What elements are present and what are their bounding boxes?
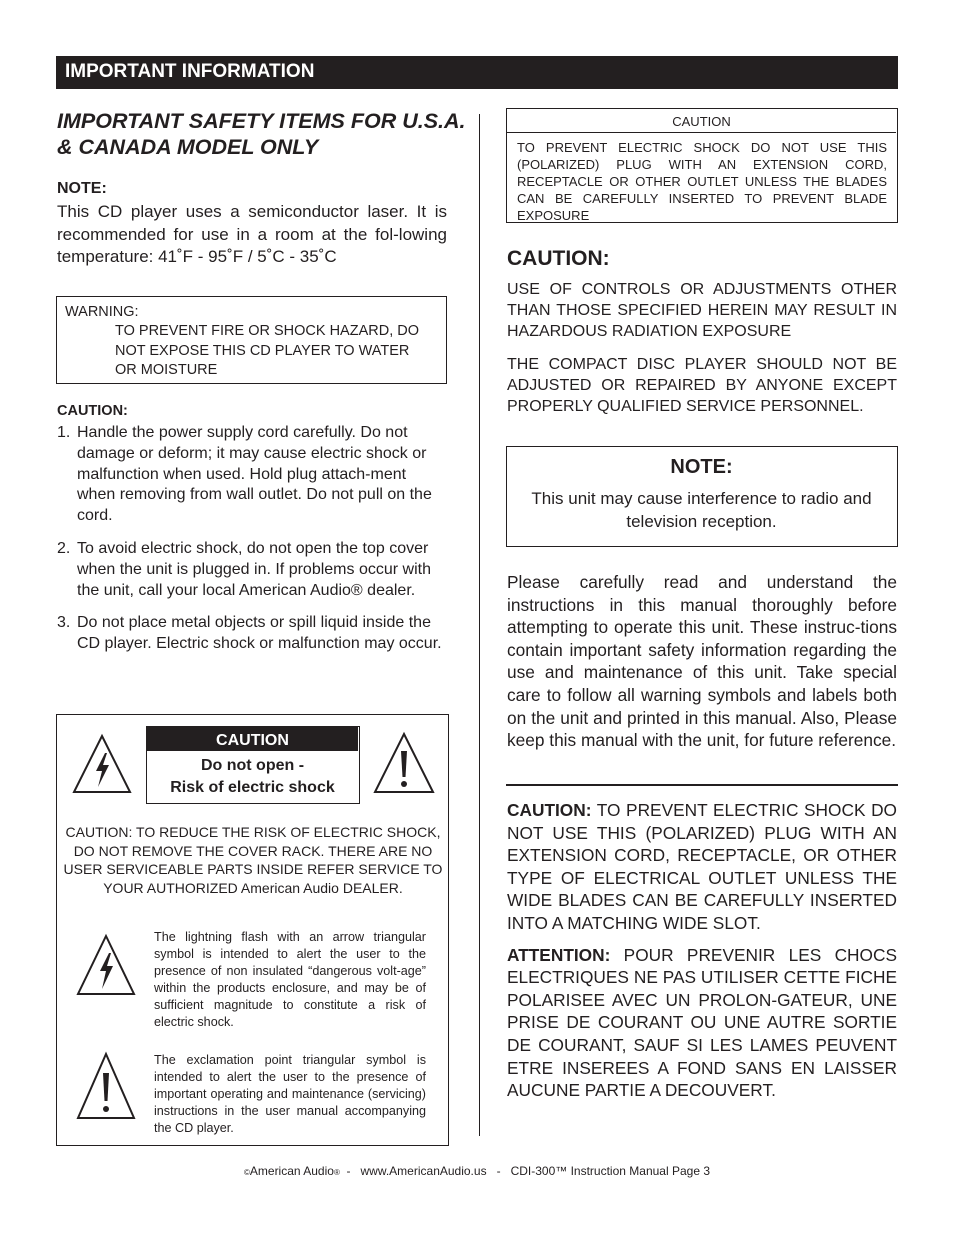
attention-text: POUR PREVENIR LES CHOCS ELECTRIQUES NE PAS UTILISER CETTE FICHE POLARISEE AVEC UN PROLON-GATEUR, UNE PRISE DE COURANT OU UNE AUTRE SORTIE DE COURANT, SAUF SI LES LAMES PEUVENT ETRE INSEREES A FOND SANS EN LAISSER AUCUNE PARTIE A DECOUVERT. [507, 944, 897, 1101]
exclamation-triangle-icon [75, 1051, 137, 1121]
interference-note-box [506, 446, 898, 547]
caution-label [146, 726, 360, 804]
copyright-symbol: © [243, 1168, 250, 1177]
section-header-bar [56, 56, 898, 89]
caution-list [57, 423, 447, 667]
polarized-caution-box [506, 108, 898, 223]
list-item-text: To avoid electric shock, do not open the top cover when the unit is plugged in. If problems occur with the unit, call your local American Audio® dealer. [77, 539, 431, 599]
caution-paragraph: THE COMPACT DISC PLAYER SHOULD NOT BE ADJUSTED OR REPAIRED BY ANYONE EXCEPT PROPERLY QUALIFIED SERVICE PERSONNEL. [507, 356, 897, 415]
section-title: IMPORTANT INFORMATION [65, 61, 315, 82]
footer-brand: American Audio [249, 1164, 334, 1178]
page-title: IMPORTANT SAFETY ITEMS FOR U.S.A. & CANADA MODEL ONLY [57, 109, 466, 159]
caution-heading: CAUTION: [57, 403, 128, 419]
list-item [57, 539, 447, 601]
caution-body [507, 279, 897, 429]
list-item [57, 613, 447, 655]
english-warning [507, 799, 897, 935]
caution-paragraph: USE OF CONTROLS OR ADJUSTMENTS OTHER THAN THOSE SPECIFIED HEREIN MAY RESULT IN HAZARDOUS RADIATION EXPOSURE [507, 281, 897, 340]
page-footer [0, 1163, 954, 1181]
polarized-plug-warnings [507, 799, 897, 1111]
lightning-triangle-icon [75, 933, 137, 997]
list-item-number: 1. [57, 424, 71, 441]
list-item-text: Handle the power supply cord carefully. Do not damage or deform; it may cause electric shock or malfunction when used. Hold plug attach-ment when removing from wall outlet. Do not pull on the cord. [77, 424, 432, 525]
registered-symbol: ® [333, 1168, 340, 1177]
french-warning [507, 944, 897, 1102]
lightning-triangle-icon [71, 733, 133, 795]
caution-label-header: CAUTION [147, 727, 358, 751]
shock-caution-text: CAUTION: TO REDUCE THE RISK OF ELECTRIC SHOCK, DO NOT REMOVE THE COVER RACK. THERE ARE NO USER SERVICEABLE PARTS INSIDE REFER SERVICE TO YOUR AUTHORIZED American Audio DEALER. [63, 824, 443, 896]
list-item-number: 2. [57, 539, 71, 557]
divider [507, 132, 896, 133]
warning-label: CAUTION: [507, 800, 592, 820]
note-box-title: NOTE: [670, 456, 733, 478]
warning-label: WARNING: [65, 304, 139, 320]
lightning-symbol-text: The lightning flash with an arrow triangular symbol is intended to alert the user to the presence of non insulated “dangerous volt-age” within the products enclosure, and may be of sufficient magnitude to constitute a risk of electric shock. [154, 930, 426, 1029]
attention-label: ATTENTION: [507, 944, 611, 965]
column-divider [479, 114, 480, 1136]
warning-text: TO PREVENT ELECTRIC SHOCK DO NOT USE THIS (POLARIZED) PLUG WITH AN EXTENSION CORD, RECEPTACLE, OR OTHER TYPE OF ELECTRICAL OUTLET UNLESS THE WIDE BLADES CAN BE CAREFULLY INSERTED INTO A MATCHING WIDE SLOT. [507, 800, 897, 933]
caution-label-body [147, 755, 358, 798]
warning-text: TO PREVENT FIRE OR SHOCK HAZARD, DO NOT EXPOSE THIS CD PLAYER TO WATER OR MOISTURE [115, 323, 420, 378]
list-item-number: 3. [57, 614, 71, 632]
list-item-text: Do not place metal objects or spill liquid inside the CD player. Electric shock or malfunction may occur. [77, 614, 442, 653]
footer-text: - www.AmericanAudio.us - CDI-300™ Instruction Manual Page 3 [339, 1164, 710, 1178]
note-box-text: This unit may cause interference to radio and television reception. [531, 489, 872, 531]
safety-symbols-box [56, 714, 449, 1146]
caution-heading: CAUTION: [507, 247, 610, 270]
caution-box-title: CAUTION [672, 114, 731, 129]
caution-label-line: Do not open - [200, 757, 305, 774]
exclamation-triangle-icon [372, 731, 436, 795]
divider [506, 784, 898, 786]
exclamation-symbol-text: The exclamation point triangular symbol is intended to alert the user to the presence of important operating and maintenance (servicing) instructions in the user manual accompanying the CD player. [154, 1053, 426, 1135]
caution-label-line: Risk of electric shock [170, 778, 335, 796]
note-heading: NOTE: [57, 180, 107, 197]
warning-box [56, 296, 447, 384]
note-text: This CD player uses a semiconductor laser. It is recommended for use in a room at the fol-lowing temperature: 41˚F - 95˚F / 5˚C - 35˚C [57, 202, 447, 266]
read-instructions-text: Please carefully read and understand the instructions in this manual thoroughly before attempting to operate this unit. These instruc-tions contain important safety information regarding the use and maintenance of this unit. Take special care to follow all warning symbols and labels both on the unit and printed in this manual. Also, Please keep this manual with the unit, for future reference. [507, 572, 897, 751]
caution-box-text: TO PREVENT ELECTRIC SHOCK DO NOT USE THIS (POLARIZED) PLUG WITH AN EXTENSION CORD, RECEPTACLE OR OTHER OUTLET UNLESS THE BLADES CAN BE CAREFULLY INSERTED TO PREVENT BLADE EXPOSURE [517, 140, 887, 223]
list-item [57, 423, 447, 527]
